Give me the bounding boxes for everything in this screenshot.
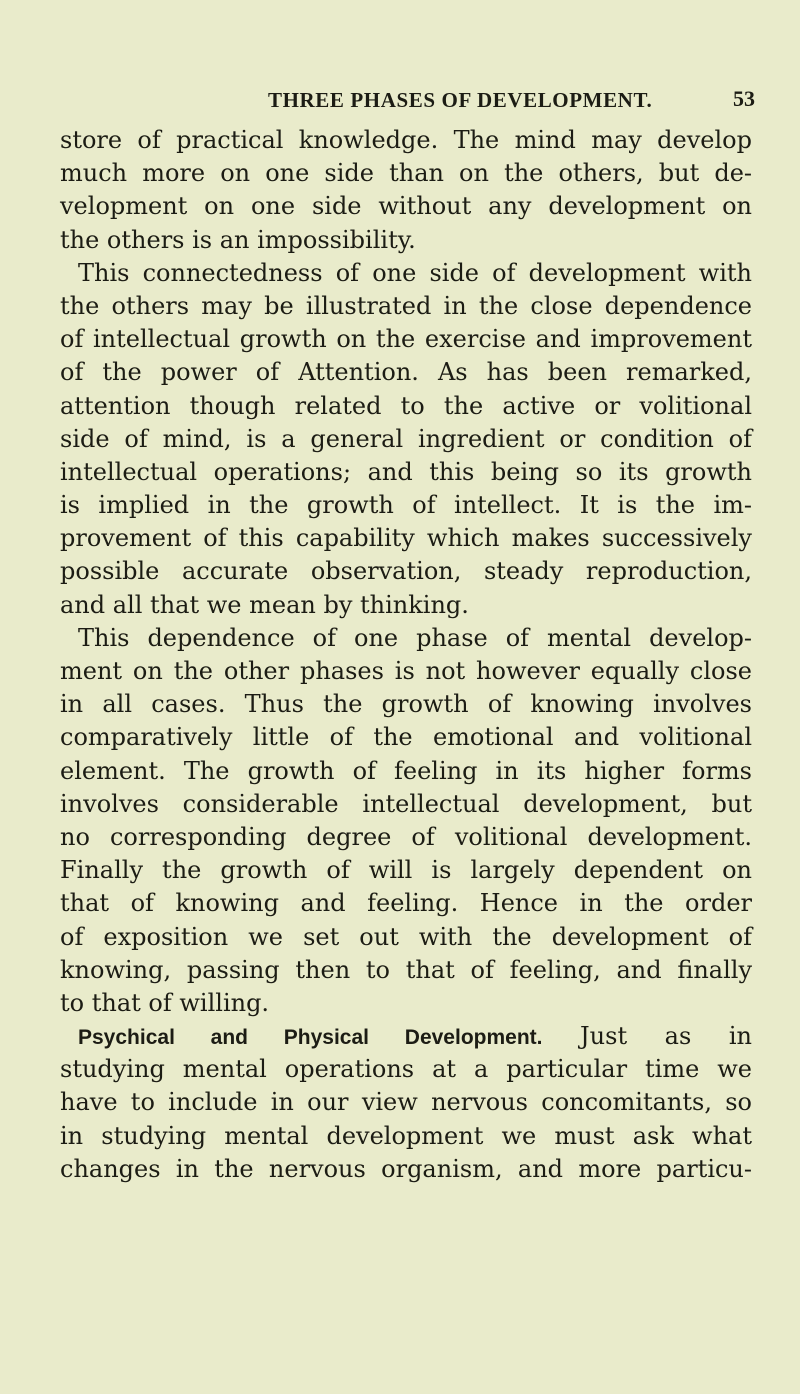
text-line: in all cases. Thus the growth of knowing involves [60,690,752,719]
text-line: intellectual operations; and this being so its growth [60,457,752,486]
text-line: provement of this capability which makes successively [60,524,752,553]
text-line: store of practical knowledge. The mind may develop [60,126,752,154]
text-line: attention though related to the active or volitional [60,391,752,420]
text-line: possible accurate observation, steady reproduction, [60,557,752,586]
text-line: is implied in the growth of intellect. It is the im- [60,491,752,520]
paragraph-start-line: This connectedness of one side of development with [78,258,752,287]
body-text [60,124,752,1186]
text-line: involves considerable intellectual development, but [60,789,752,818]
text-line: velopment on one side without any development on [60,192,752,221]
text-line: of the power of Attention. As has been remarked, [60,358,752,387]
text-line: and all that we mean by thinking. [60,590,469,619]
text-line: side of mind, is a general ingredient or condition of [60,424,752,453]
text-line: the others is an impossibility. [60,225,416,254]
page-number: 53 [733,86,755,111]
running-head: THREE PHASES OF DEVELOPMENT. [268,88,653,112]
text-line: have to include in our view nervous concomitants, so [60,1088,752,1117]
text-line: studying mental operations at a particular time we [60,1055,752,1084]
text-line: no corresponding degree of volitional development. [60,822,752,851]
text-line: element. The growth of feeling in its higher forms [60,756,752,785]
heading-line-rest: Just as in [542,1022,752,1051]
text-line: much more on one side than on the others, but de- [60,159,752,188]
text-line: in studying mental development we must ask what [60,1121,752,1150]
text-line: of intellectual growth on the exercise and improvement [60,325,752,354]
paragraph-start-line: This dependence of one phase of mental develop- [78,623,752,652]
text-line: changes in the nervous organism, and more particu- [60,1154,752,1183]
text-line: that of knowing and feeling. Hence in the order [60,889,752,918]
text-line: of exposition we set out with the development of [60,922,752,951]
text-line: the others may be illustrated in the close dependence [60,291,752,320]
section-heading-line [60,1020,752,1053]
text-line: ment on the other phases is not however equally close [60,657,752,685]
text-line: to that of willing. [60,988,270,1017]
section-heading: Psychical and Physical Development. [78,1026,543,1050]
text-line: comparatively little of the emotional and volitional [60,723,752,752]
text-line: knowing, passing then to that of feeling, and finally [60,955,752,984]
text-line: Finally the growth of will is largely dependent on [60,856,752,885]
